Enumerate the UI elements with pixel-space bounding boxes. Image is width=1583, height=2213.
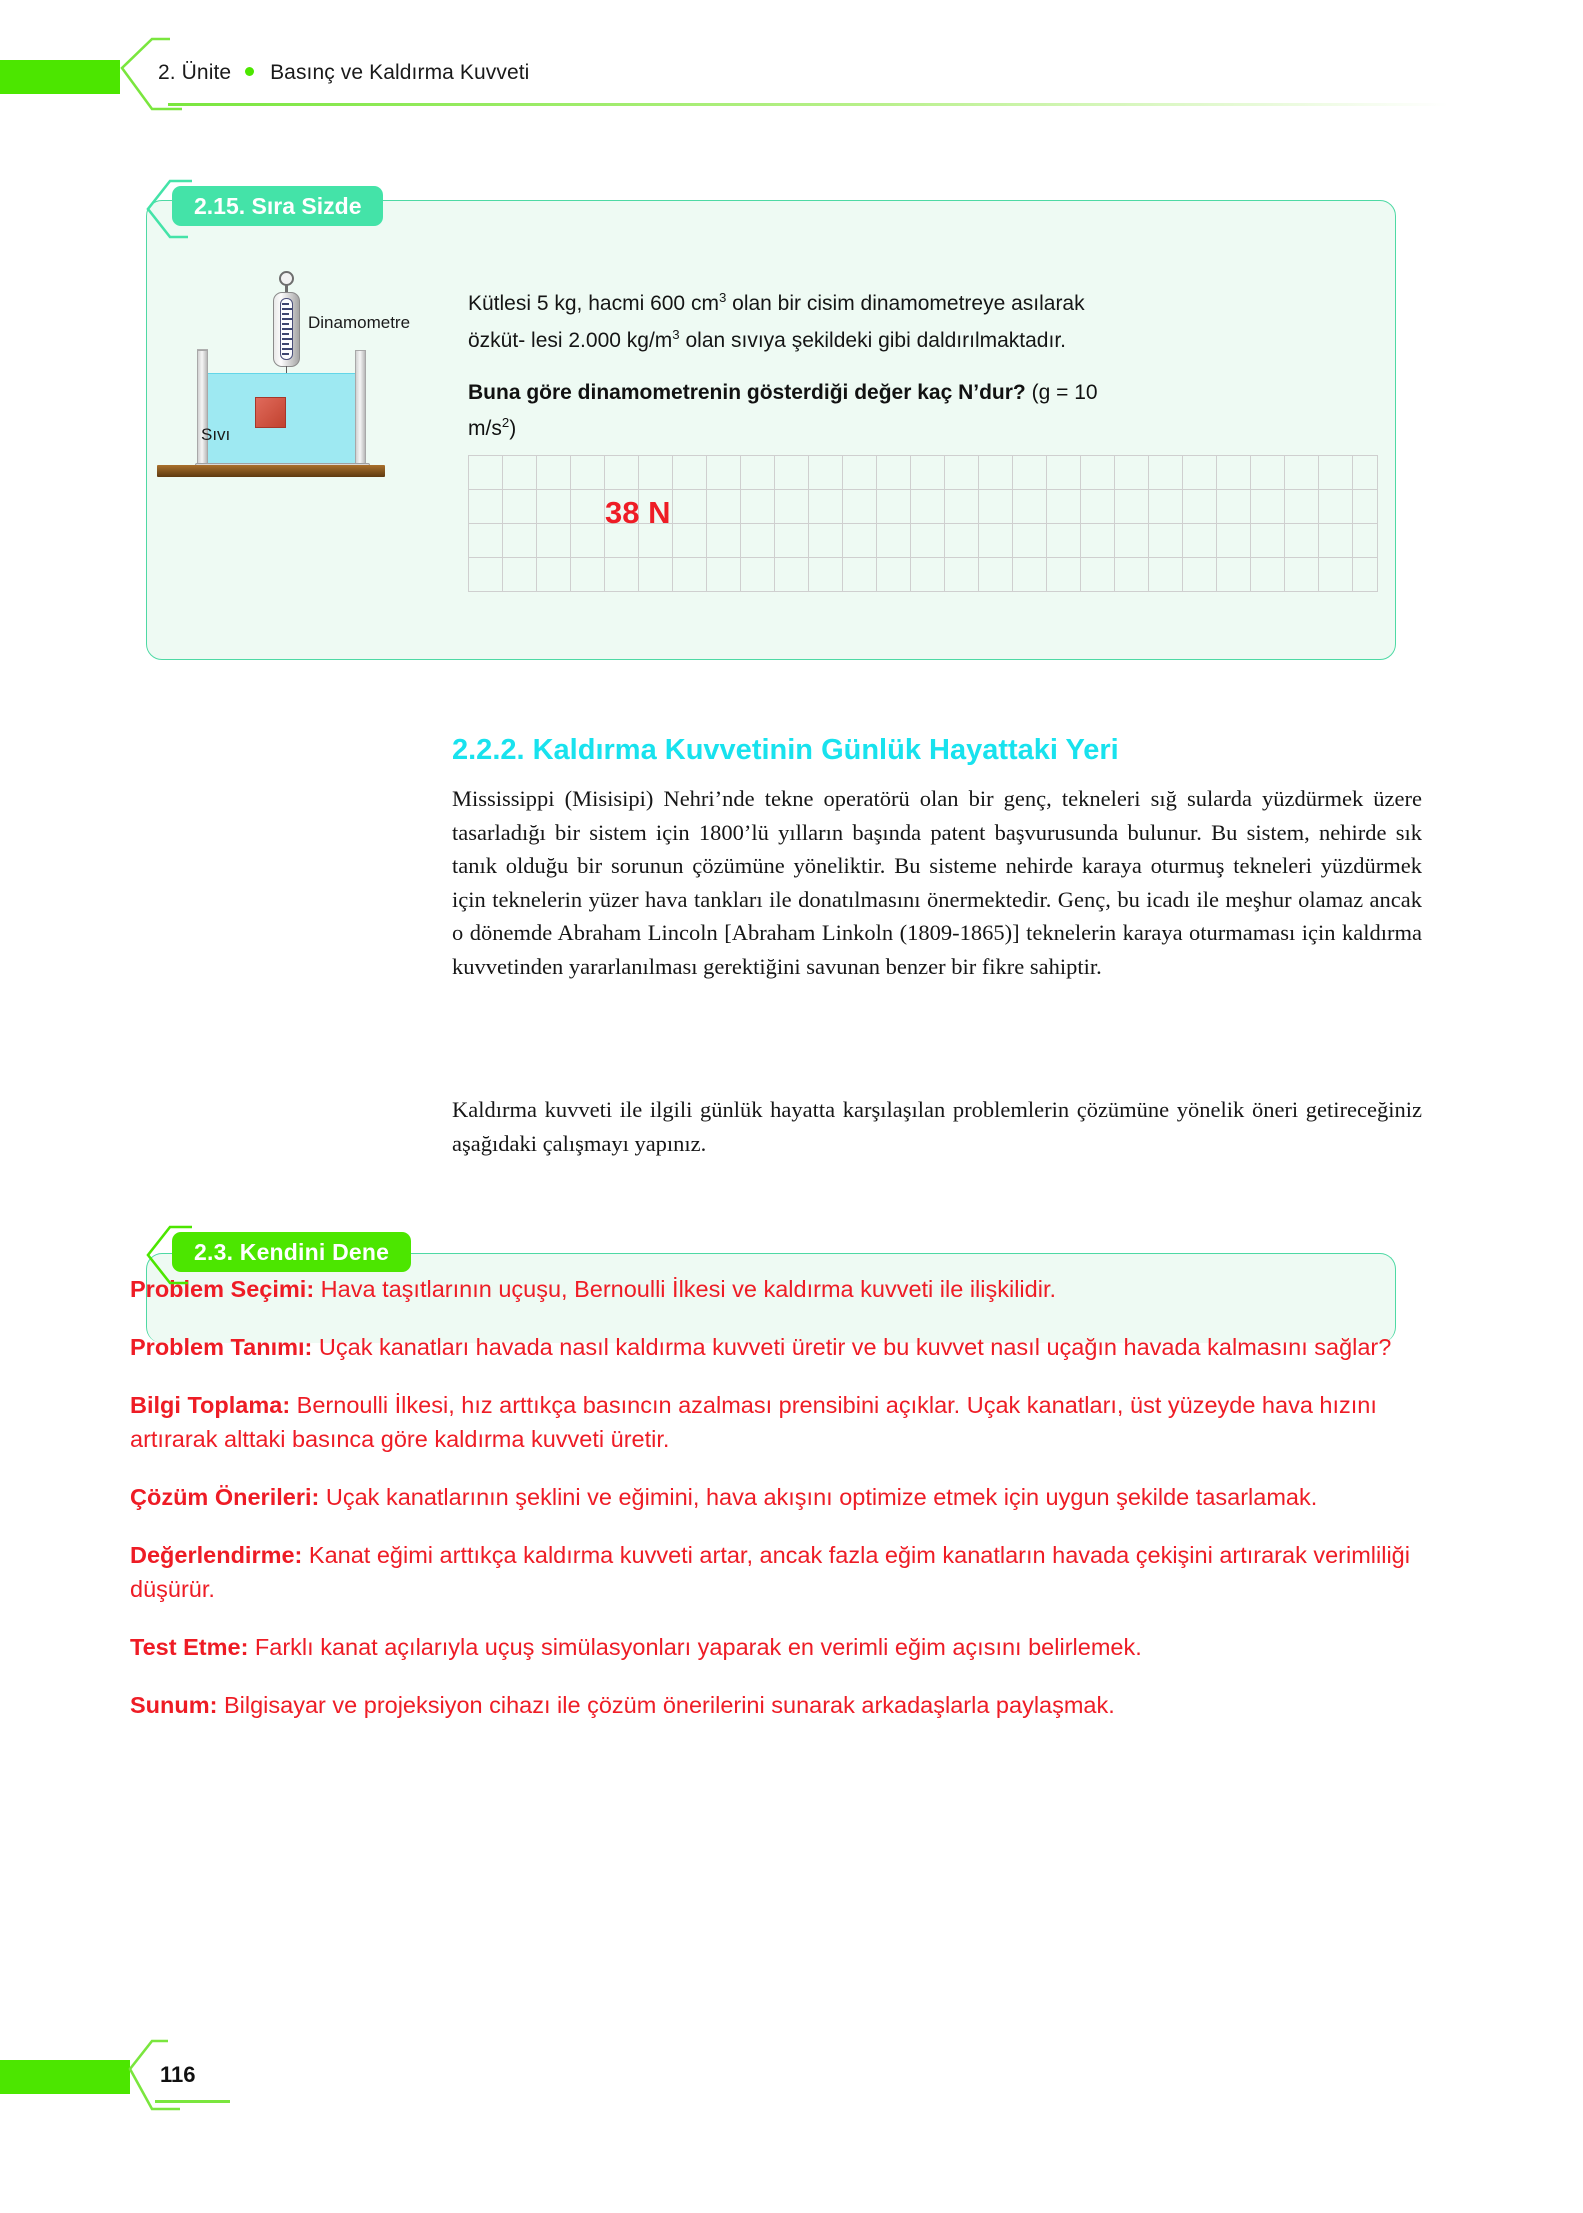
header-title: Basınç ve Kaldırma Kuvveti [270, 61, 530, 84]
section-heading: 2.2.2. Kaldırma Kuvvetinin Günlük Hayattaki Yeri [452, 734, 1119, 766]
item-label: Problem Seçimi: [130, 1276, 315, 1302]
list-item [130, 1388, 1450, 1456]
item-text: Farklı kanat açılarıyla uçuş simülasyonları yaparak en verimli eğim açısını belirlemek. [248, 1634, 1142, 1660]
footer-rule [155, 2100, 230, 2103]
dynamometer-diagram [175, 265, 410, 570]
header-rule [168, 103, 1448, 106]
list-item [130, 1630, 1450, 1664]
kendini-dene-list [130, 1272, 1450, 1746]
item-text: Bernoulli İlkesi, hız arttıkça basıncın azalması prensibini açıklar. Uçak kanatları, üst yüzeyde hava hızını artırarak alttaki basınca göre kaldırma kuvveti üretir. [130, 1392, 1377, 1452]
header-unit: 2. Ünite [158, 61, 232, 84]
list-item [130, 1330, 1450, 1364]
footer-green-block [0, 2060, 130, 2094]
question-bold-text: Buna göre dinamometrenin gösterdiği değer kaç N’dur? [468, 381, 1026, 404]
answer-value: 38 N [605, 495, 671, 530]
beaker-left-wall [197, 350, 208, 470]
page-header [0, 55, 1583, 107]
answer-grid-area[interactable] [468, 455, 1378, 592]
section-paragraph-2: Kaldırma kuvveti ile ilgili günlük hayatta karşılaşılan problemlerin çözümüne yönelik öneri getireceğiniz aşağıdaki çalışmayı yapınız. [452, 1097, 1422, 1156]
beaker-right-wall [355, 350, 366, 470]
list-item [130, 1538, 1450, 1606]
problem-line-1a: Kütlesi 5 kg, hacmi 600 cm [468, 292, 719, 315]
page-number: 116 [160, 2062, 196, 2087]
table-surface [157, 465, 385, 477]
item-text: Uçak kanatları havada nasıl kaldırma kuvveti üretir ve bu kuvvet nasıl uçağın havada kalmasını sağlar? [312, 1334, 1392, 1360]
item-text: Kanat eğimi arttıkça kaldırma kuvveti artar, ancak fazla eğim kanatların havada çekişini artırarak verimliliği düşürür. [130, 1542, 1410, 1602]
submerged-block [255, 397, 286, 428]
question-note-sup: 2 [501, 415, 510, 430]
dynamometer-label: Dinamometre [308, 313, 411, 332]
section-paragraph-1: Mississippi (Misisipi) Nehri’nde tekne operatörü olan bir genç, tekneleri sığ sularda yüzdürmek üzere tasarladığı bir sistem için 1800’lü yılların başında patent başvurusunda bulunur. Bu sistem, nehirde sık tanık olduğu bir sorunun çözümüne yöneliktir. Bu sisteme nehirde karaya oturmuş tekneleri yüzdürmek için teknelerin yüzer hava tankları ile donatılmasını önermektedir. Genç, bu icadı ile meşhur olamaz ancak o dönemde Abraham Lincoln [Abraham Linkoln (1809-1865)] teknelerin karaya oturmaması için kaldırma kuvvetinden yararlanılması gerektiğini savunan benzer bir fikre sahiptir. [452, 786, 1422, 979]
item-text: Uçak kanatlarının şeklini ve eğimini, hava akışını optimize etmek için uygun şekilde tasarlamak. [319, 1484, 1318, 1510]
problem-sup-1: 3 [718, 290, 727, 305]
problem-sup-2: 3 [672, 327, 680, 342]
problem-line-2a: lesi 2.000 kg/m [531, 329, 673, 352]
problem-line-2b: olan sıvıya şekildeki gibi daldırılmaktadır. [679, 329, 1066, 352]
item-label: Çözüm Önerileri: [130, 1484, 320, 1510]
header-green-block [0, 60, 120, 94]
problem-question [468, 378, 1108, 444]
item-label: Bilgi Toplama: [130, 1392, 291, 1418]
liquid-label: Sıvı [201, 425, 231, 444]
item-text: Hava taşıtlarının uçuşu, Bernoulli İlkesi ve kaldırma kuvveti ile ilişkilidir. [314, 1276, 1057, 1302]
problem-line-1b: olan bir cisim dinamometreye asılarak özküt- [468, 292, 1085, 352]
beaker [197, 350, 367, 470]
question-note-pre: (g = 10 m/s [468, 381, 1098, 440]
item-text: Bilgisayar ve projeksiyon cihazı ile çözüm önerilerini sunarak arkadaşlarla paylaşmak. [217, 1692, 1115, 1718]
list-item [130, 1272, 1450, 1306]
header-label [158, 61, 529, 85]
list-item [130, 1480, 1450, 1514]
item-label: Sunum: [130, 1692, 218, 1718]
header-bullet-icon [245, 67, 254, 76]
item-label: Değerlendirme: [130, 1542, 303, 1568]
badge-sira-sizde: 2.15. Sıra Sizde [172, 186, 383, 226]
badge-kendini-dene: 2.3. Kendini Dene [172, 1232, 411, 1272]
item-label: Problem Tanımı: [130, 1334, 313, 1360]
item-label: Test Etme: [130, 1634, 249, 1660]
list-item [130, 1688, 1450, 1722]
problem-statement [468, 282, 1093, 356]
question-note-post: ) [509, 417, 517, 440]
